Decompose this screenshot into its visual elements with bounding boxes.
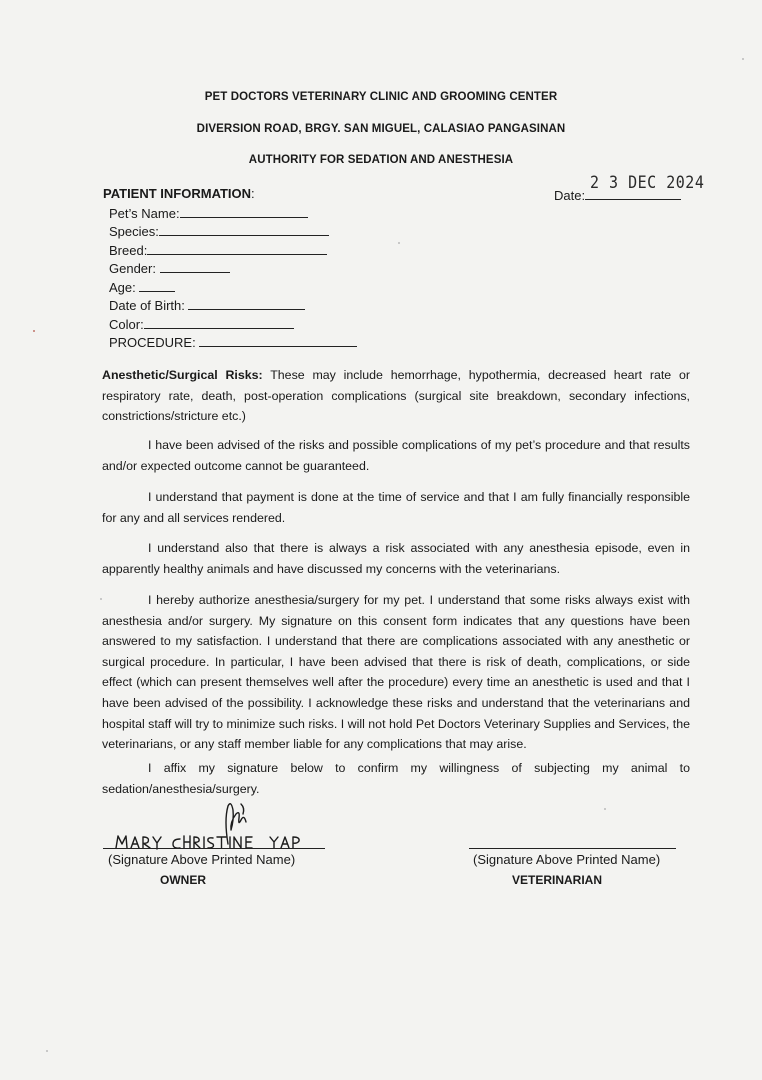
clinic-address: DIVERSION ROAD, BRGY. SAN MIGUEL, CALASIAO PANGASINAN bbox=[196, 123, 566, 135]
owner-signature-line bbox=[103, 848, 325, 849]
patient-info-heading-colon: : bbox=[251, 186, 255, 201]
field-label: PROCEDURE: bbox=[109, 335, 200, 350]
date-field bbox=[554, 186, 681, 203]
form-title: AUTHORITY FOR SEDATION AND ANESTHESIA bbox=[248, 154, 514, 166]
field-blank bbox=[139, 279, 175, 292]
field-label: Color: bbox=[109, 317, 144, 332]
paragraph-text: I understand that payment is done at the time of service and that I am fully financially responsible for any and all services rendered. bbox=[102, 490, 690, 525]
field-blank bbox=[160, 260, 230, 273]
owner-signature-caption: (Signature Above Printed Name) bbox=[108, 852, 296, 867]
field-label: Species: bbox=[109, 224, 159, 239]
date-label: Date: bbox=[554, 188, 586, 203]
field-blank bbox=[144, 316, 294, 329]
scan-speck bbox=[46, 1050, 48, 1052]
procedure-field bbox=[109, 334, 357, 350]
field-label: Breed: bbox=[109, 243, 148, 258]
veterinarian-role-label: VETERINARIAN bbox=[512, 873, 603, 887]
scan-speck bbox=[742, 58, 744, 60]
risks-paragraph bbox=[102, 365, 690, 427]
paragraph-text: I hereby authorize anesthesia/surgery for my pet. I understand that some risks always exist with anesthesia and/or surgery. My signature on this consent form indicates that any questions have been answered to my satisfaction. I understand that there are complications associated with any anesthetic or surgical procedure. In particular, I have been advised that there is risk of death, complications, or side effect (which can present themselves well after the procedure) every time an anesthetic is used and that I have been advised of the possibility. I acknowledge these risks and understand that the veterinarians and hospital staff will try to minimize such risks. I will not hold Pet Doctors Veterinary Supplies and Services, the veterinarians, or any staff member liable for any complications that may arise. bbox=[102, 593, 690, 752]
field-blank bbox=[159, 223, 329, 236]
consent-paragraph-2 bbox=[102, 487, 690, 528]
age-field bbox=[109, 279, 175, 295]
paragraph-text: I have been advised of the risks and possible complications of my pet’s procedure and that results and/or expected outcome cannot be guaranteed. bbox=[102, 438, 690, 473]
field-label: Pet’s Name: bbox=[109, 206, 180, 221]
owner-handwritten-signature bbox=[100, 800, 340, 860]
consent-paragraph-4 bbox=[102, 590, 690, 755]
scan-speck bbox=[100, 598, 102, 600]
date-stamp: 2 3 DEC 2024 bbox=[590, 172, 705, 193]
species-field bbox=[109, 223, 329, 239]
field-blank bbox=[180, 205, 308, 218]
clinic-name: PET DOCTORS VETERINARY CLINIC AND GROOMING CENTER bbox=[204, 91, 558, 103]
owner-role-label: OWNER bbox=[160, 873, 206, 887]
paragraph-text: I affix my signature below to confirm my willingness of subjecting my animal to sedation/anesthesia/surgery. bbox=[102, 761, 690, 796]
scan-speck bbox=[33, 330, 35, 332]
gender-field bbox=[109, 260, 230, 276]
paragraph-text: I understand also that there is always a risk associated with any anesthesia episode, even in apparently healthy animals and have discussed my concerns with the veterinarians. bbox=[102, 541, 690, 576]
field-label: Gender: bbox=[109, 261, 160, 276]
pet-name-field bbox=[109, 205, 308, 221]
breed-field bbox=[109, 242, 327, 258]
color-field bbox=[109, 316, 294, 332]
veterinarian-signature-caption: (Signature Above Printed Name) bbox=[473, 852, 661, 867]
field-label: Date of Birth: bbox=[109, 298, 189, 313]
scan-speck bbox=[604, 808, 606, 810]
field-blank bbox=[199, 334, 357, 347]
risks-text: These may include hemorrhage, hypothermia, decreased heart rate or respiratory rate, death, post-operation complications (surgical site breakdown, secondary infections, constrictions/stricture etc.) bbox=[102, 368, 690, 424]
field-blank bbox=[147, 242, 327, 255]
field-blank bbox=[188, 297, 305, 310]
date-of-birth-field bbox=[109, 297, 305, 313]
consent-paragraph-3 bbox=[102, 538, 690, 579]
patient-info-heading-text: PATIENT INFORMATION bbox=[103, 186, 252, 201]
consent-paragraph-5 bbox=[102, 758, 690, 799]
scan-speck bbox=[398, 242, 400, 244]
risks-heading: Anesthetic/Surgical Risks: bbox=[102, 368, 263, 382]
date-blank bbox=[585, 186, 681, 200]
consent-paragraph-1 bbox=[102, 435, 690, 476]
veterinarian-signature-line bbox=[469, 848, 676, 849]
field-label: Age: bbox=[109, 280, 140, 295]
patient-info-heading bbox=[103, 186, 255, 201]
